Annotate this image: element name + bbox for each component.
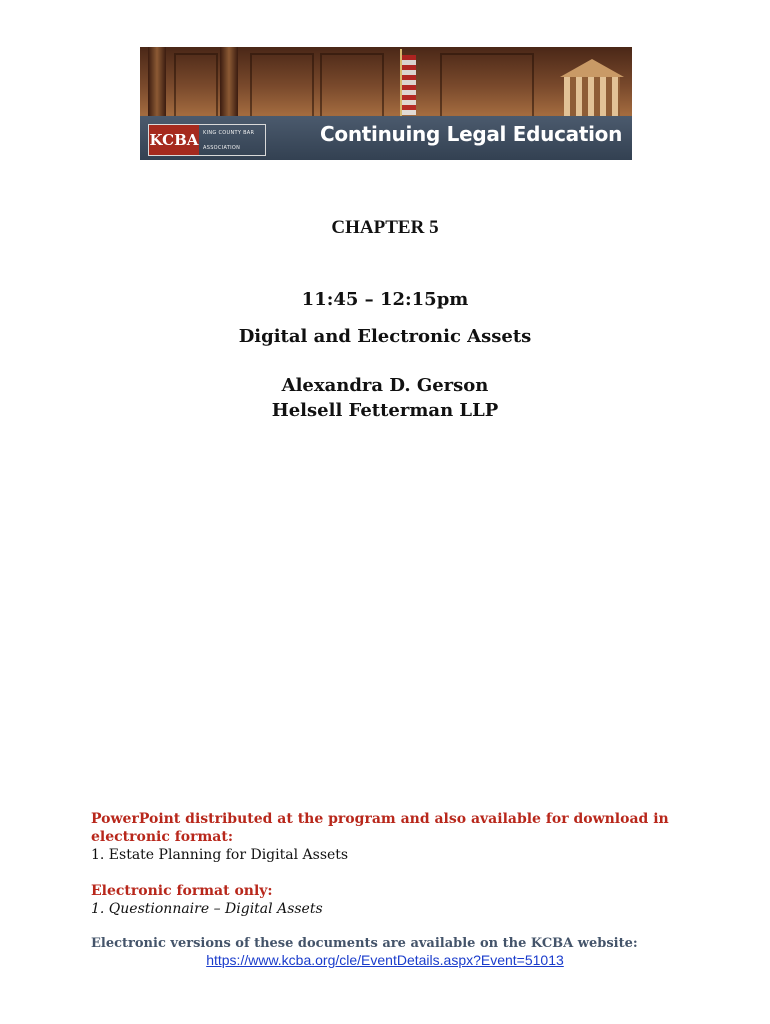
courthouse-roof-icon	[560, 59, 624, 77]
banner-title: Continuing Legal Education	[320, 122, 623, 146]
powerpoint-item: 1. Estate Planning for Digital Assets	[91, 847, 349, 863]
electronic-heading: Electronic format only:	[91, 883, 273, 899]
org-name-line2: ASSOCIATION	[203, 144, 241, 151]
kcba-logo-mark: KCBA	[149, 125, 199, 155]
wood-panel	[250, 53, 314, 119]
session-time: 11:45 – 12:15pm	[301, 289, 469, 310]
chapter-heading: CHAPTER 5	[331, 217, 439, 238]
org-name-line1: KING COUNTY BAR	[203, 129, 255, 136]
electronic-item: 1. Questionnaire – Digital Assets	[91, 901, 323, 917]
banner-strip	[140, 116, 632, 160]
column-decoration	[148, 47, 166, 117]
kcba-logo	[148, 124, 266, 156]
speaker-name: Alexandra D. Gerson	[281, 375, 489, 396]
column-decoration	[220, 47, 238, 117]
event-link[interactable]: https://www.kcba.org/cle/EventDetails.aspx?Event=51013	[206, 952, 564, 968]
session-topic: Digital and Electronic Assets	[238, 326, 532, 347]
courthouse-icon	[564, 77, 620, 117]
flag-icon	[402, 55, 416, 115]
powerpoint-heading: PowerPoint distributed at the program and also available for download in electronic format:	[91, 811, 669, 845]
wood-panel	[174, 53, 218, 119]
website-note: Electronic versions of these documents are available on the KCBA website:	[91, 936, 638, 951]
wood-panel	[440, 53, 534, 119]
speaker-firm: Helsell Fetterman LLP	[271, 400, 499, 421]
wood-panel	[320, 53, 384, 119]
header-banner	[140, 47, 632, 160]
